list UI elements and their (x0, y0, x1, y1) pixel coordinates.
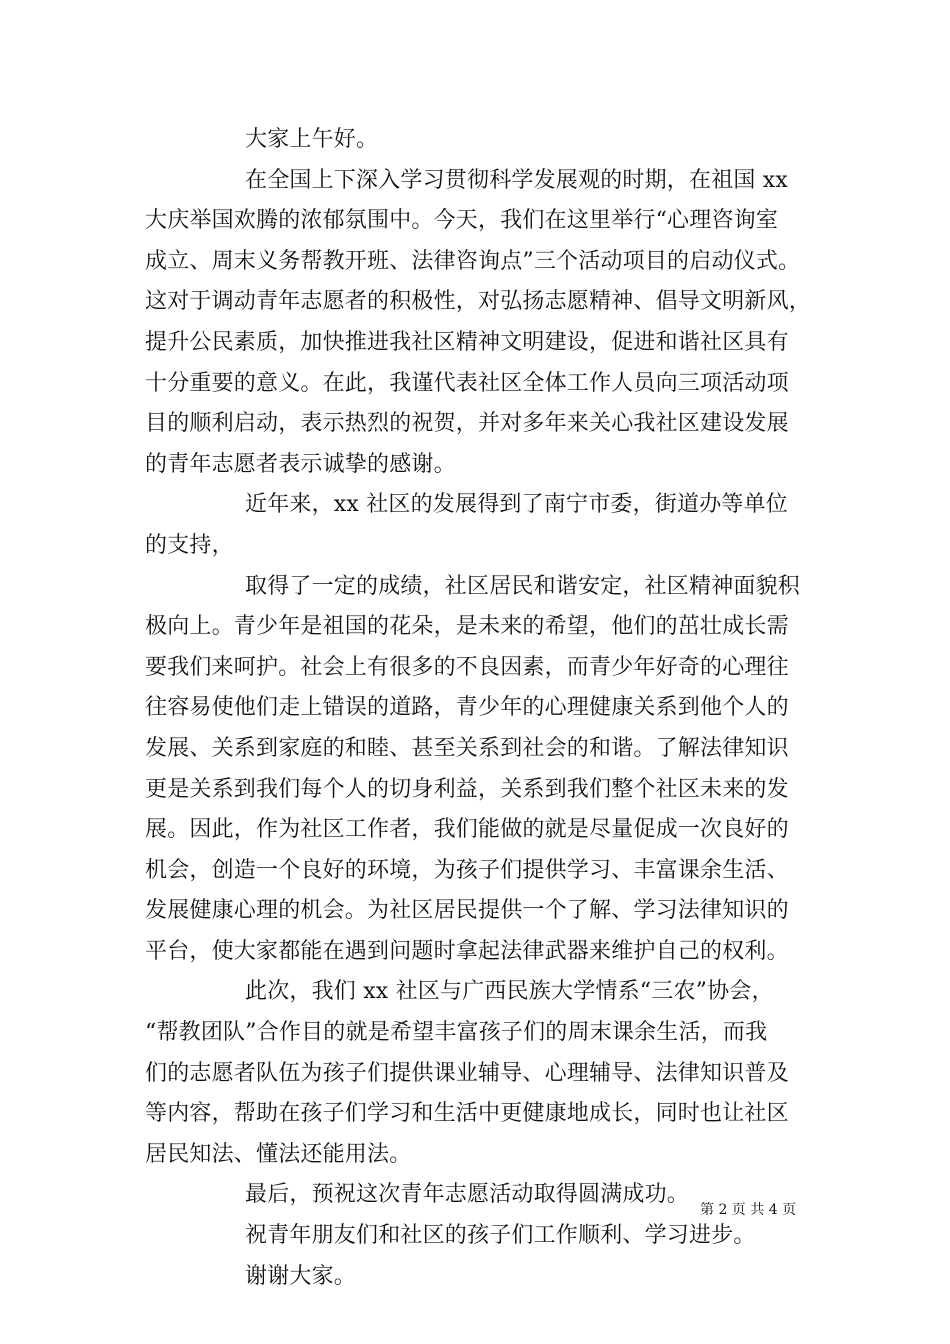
paragraph-3-line: 机会，创造一个良好的环境，为孩子们提供学习、丰富课余生活、 (145, 857, 789, 883)
closing-line: 祝青年朋友们和社区的孩子们工作顺利、学习进步。 (245, 1223, 756, 1249)
paragraph-1-line: 提升公民素质，加快推进我社区精神文明建设，促进和谐社区具有 (145, 329, 789, 355)
closing-line: 最后，预祝这次青年志愿活动取得圆满成功。 (245, 1182, 690, 1208)
paragraph-4-line: 们的志愿者队伍为孩子们提供课业辅导、心理辅导、法律知识普及 (145, 1060, 789, 1086)
paragraph-3-line: 发展健康心理的机会。为社区居民提供一个了解、学习法律知识的 (145, 898, 789, 924)
paragraph-3-line: 展。因此，作为社区工作者，我们能做的就是尽量促成一次良好的 (145, 817, 789, 843)
closing-line: 谢谢大家。 (245, 1263, 357, 1289)
paragraph-4-line: 居民知法、懂法还能用法。 (145, 1141, 412, 1167)
paragraph-1-line: 目的顺利启动，表示热烈的祝贺，并对多年来关心我社区建设发展 (145, 411, 789, 437)
paragraph-4-line: 等内容，帮助在孩子们学习和生活中更健康地成长，同时也让社区 (145, 1101, 789, 1127)
paragraph-3-line: 要我们来呵护。社会上有很多的不良因素，而青少年好奇的心理往 (145, 654, 789, 680)
paragraph-1-line: 成立、周末义务帮教开班、法律咨询点”三个活动项目的启动仪式。 (145, 248, 801, 274)
paragraph-1-line: 在全国上下深入学习贯彻科学发展观的时期，在祖国 xx (245, 167, 789, 193)
paragraph-1-line: 的青年志愿者表示诚挚的感谢。 (145, 451, 456, 477)
paragraph-3-line: 取得了一定的成绩，社区居民和谐安定，社区精神面貌积 (245, 573, 801, 599)
paragraph-2-line: 的支持， (145, 532, 234, 558)
greeting-line: 大家上午好。 (245, 127, 379, 152)
paragraph-3-line: 发展、关系到家庭的和睦、甚至关系到社会的和谐。了解法律知识 (145, 735, 789, 761)
paragraph-3-line: 平台，使大家都能在遇到问题时拿起法律武器来维护自己的权利。 (145, 938, 789, 964)
paragraph-1-line: 十分重要的意义。在此，我谨代表社区全体工作人员向三项活动项 (145, 370, 789, 396)
paragraph-1-line: 这对于调动青年志愿者的积极性，对弘扬志愿精神、倡导文明新风， (145, 289, 812, 315)
paragraph-3-line: 往容易使他们走上错误的道路，青少年的心理健康关系到他个人的 (145, 695, 789, 721)
paragraph-4-line: “帮教团队”合作目的就是希望丰富孩子们的周末课余生活，而我 (145, 1020, 768, 1046)
paragraph-1-line: 大庆举国欢腾的浓郁氛围中。今天，我们在这里举行“心理咨询室 (145, 208, 779, 234)
paragraph-3-line: 极向上。青少年是祖国的花朵，是未来的希望，他们的茁壮成长需 (145, 614, 789, 640)
page-number: 第 2 页 共 4 页 (700, 1202, 797, 1218)
document-body (145, 120, 815, 1297)
paragraph-2-line: 近年来，xx 社区的发展得到了南宁市委，街道办等单位 (245, 492, 789, 518)
paragraph-4-line: 此次，我们 xx 社区与广西民族大学情系“三农”协会， (245, 979, 774, 1005)
paragraph-3-line: 更是关系到我们每个人的切身利益，关系到我们整个社区未来的发 (145, 776, 789, 802)
